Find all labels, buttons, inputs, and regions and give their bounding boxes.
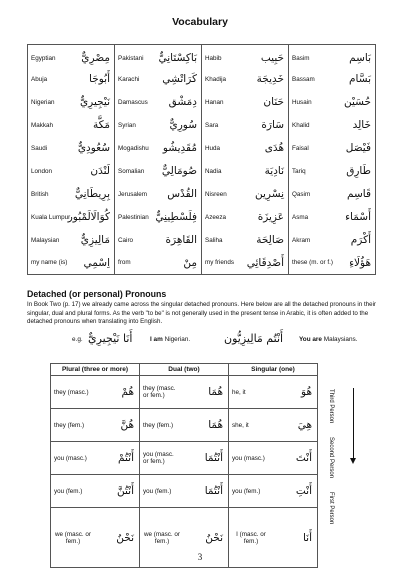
vocab-english: Akram: [289, 229, 337, 252]
vocab-arabic: كُوَالَالَمْبُور: [76, 206, 115, 229]
vocab-english: Basim: [289, 45, 337, 68]
vocab-arabic: أَسْمَاء: [337, 206, 376, 229]
vocab-arabic: هَؤُلَاءِ: [337, 252, 376, 275]
vocab-english: Sara: [202, 114, 250, 137]
pronoun-english: they (fem.): [51, 409, 96, 442]
pronoun-arabic: أَنْتُنَّ: [95, 475, 140, 508]
vocab-english: Palestinian: [115, 206, 163, 229]
vocab-english: Azeeza: [202, 206, 250, 229]
pronoun-arabic: أَنْتِ: [273, 475, 318, 508]
vocab-row: [28, 229, 376, 252]
vocab-row: [28, 252, 376, 275]
vocab-row: [28, 114, 376, 137]
example-arabic-1: أَنَا نَيْجِيرِيٌّ: [88, 332, 133, 345]
vocab-english: Husain: [289, 91, 337, 114]
vocab-arabic: اِسْمِي: [76, 252, 115, 275]
arrow-line: [353, 388, 354, 460]
vocab-arabic: لَنْدَن: [76, 160, 115, 183]
pronoun-arabic: هِيَ: [273, 409, 318, 442]
vocab-arabic: حَبِيب: [250, 45, 289, 68]
vocab-arabic: سَارَة: [250, 114, 289, 137]
pronouns-paragraph: In Book Two (p. 17) we already came across the singular detached pronouns. Here below are all the detached pronouns in their singular, dual and plural forms. As the verb "to be" is not generally used in the present tense in Arabic, it is often added to the detached pronouns when translating into English.: [27, 301, 376, 326]
vocab-arabic: دِمَشْق: [163, 91, 202, 114]
vocab-english: British: [28, 183, 76, 206]
vocab-english: Damascus: [115, 91, 163, 114]
vocab-english: Khalid: [289, 114, 337, 137]
pronoun-arabic: هُنَّ: [95, 409, 140, 442]
pronoun-arabic: أَنْتَ: [273, 442, 318, 475]
label-third-person: Third Person: [328, 389, 334, 424]
pronoun-row: [51, 475, 318, 508]
vocab-english: Egyptian: [28, 45, 76, 68]
vocab-english: Faisal: [289, 137, 337, 160]
vocab-arabic: نَيْجِيرِيٌّ: [76, 91, 115, 114]
vocab-arabic: طَارِق: [337, 160, 376, 183]
vocab-english: Saudi: [28, 137, 76, 160]
vocab-arabic: نَادِيَة: [250, 160, 289, 183]
vocab-english: Kuala Lumpur: [28, 206, 76, 229]
vocab-arabic: فَيْصَل: [337, 137, 376, 160]
vocab-english: Khadija: [202, 68, 250, 91]
label-second-person: Second Person: [328, 437, 334, 479]
label-first-person: First Person: [328, 492, 334, 525]
vocab-arabic: كَرَاتْشِي: [163, 68, 202, 91]
vocab-arabic: فِلَسْطِينِيٌّ: [163, 206, 202, 229]
pronoun-english: we (masc. or fem.): [140, 508, 185, 568]
pronoun-english: you (masc. or fem.): [140, 442, 185, 475]
pronoun-english: they (fem.): [140, 409, 185, 442]
vocab-row: [28, 68, 376, 91]
pronouns-title: Detached (or personal) Pronouns: [27, 289, 167, 299]
vocab-english: Nadia: [202, 160, 250, 183]
vocab-arabic: أَصْدِقَائِي: [250, 252, 289, 275]
vocab-english: these (m. or f.): [289, 252, 337, 275]
pronoun-arabic: هُمْ: [95, 376, 140, 409]
vocab-english: Nisreen: [202, 183, 250, 206]
vocab-english: Saliha: [202, 229, 250, 252]
pronoun-arabic: أَنَا: [273, 508, 318, 568]
pronoun-arabic: نَحْنُ: [95, 508, 140, 568]
vocab-english: Somalian: [115, 160, 163, 183]
vocab-english: Huda: [202, 137, 250, 160]
example-arabic-2: أَنْتُم مَالِيزِيُّون: [224, 332, 284, 345]
pronoun-english: he, it: [229, 376, 274, 409]
vocab-arabic: مَكَّة: [76, 114, 115, 137]
vocab-arabic: مِصْرِيٌّ: [76, 45, 115, 68]
pronoun-row: [51, 376, 318, 409]
vocab-english: Hanan: [202, 91, 250, 114]
vocab-arabic: عَزِيزَة: [250, 206, 289, 229]
pronoun-english: you (fem.): [140, 475, 185, 508]
vocab-english: Jerusalem: [115, 183, 163, 206]
pronoun-arabic: أَنْتُمَا: [184, 475, 229, 508]
vocab-english: Mogadishu: [115, 137, 163, 160]
pronouns-table: [50, 363, 318, 568]
vocab-english: Bassam: [289, 68, 337, 91]
pronoun-english: they (masc.): [51, 376, 96, 409]
vocab-english: Habib: [202, 45, 250, 68]
vocab-arabic: أَبُوجَا: [76, 68, 115, 91]
example-english-1-rest: Nigerian.: [162, 336, 191, 343]
vocab-english: Qasim: [289, 183, 337, 206]
vocab-arabic: بَسَّام: [337, 68, 376, 91]
vocab-row: [28, 160, 376, 183]
vocab-arabic: صَالِحَة: [250, 229, 289, 252]
vocab-arabic: حُسَيْن: [337, 91, 376, 114]
vocab-english: from: [115, 252, 163, 275]
vocab-english: Pakistani: [115, 45, 163, 68]
example-line: [72, 333, 372, 349]
vocab-arabic: نِسْرِين: [250, 183, 289, 206]
pronoun-arabic: نَحْنُ: [184, 508, 229, 568]
pronoun-arabic: هُمَا: [184, 409, 229, 442]
vocab-arabic: بَاسِم: [337, 45, 376, 68]
vocab-english: London: [28, 160, 76, 183]
vocab-arabic: هُدَى: [250, 137, 289, 160]
vocab-english: Tariq: [289, 160, 337, 183]
vocab-english: Cairo: [115, 229, 163, 252]
vocab-arabic: مُقَدِيشُو: [163, 137, 202, 160]
vocab-arabic: مِنْ: [163, 252, 202, 275]
vocab-english: Abuja: [28, 68, 76, 91]
example-english-2-bold: You are: [299, 336, 322, 343]
vocab-english: Makkah: [28, 114, 76, 137]
arrow-down-icon: [350, 458, 356, 464]
vocabulary-title: Vocabulary: [172, 16, 228, 28]
vocab-english: my friends: [202, 252, 250, 275]
pronoun-row: [51, 409, 318, 442]
vocab-row: [28, 206, 376, 229]
vocab-arabic: بِرِيطَانِيٌّ: [76, 183, 115, 206]
vocab-arabic: القُدْس: [163, 183, 202, 206]
vocab-arabic: قَاسِم: [337, 183, 376, 206]
pronoun-english: you (fem.): [51, 475, 96, 508]
pronoun-arabic: أَنْتُمَا: [184, 442, 229, 475]
header-dual: Dual (two): [140, 364, 229, 376]
vocab-english: Malaysian: [28, 229, 76, 252]
vocab-arabic: حَنَان: [250, 91, 289, 114]
vocab-row: [28, 137, 376, 160]
vocab-row: [28, 183, 376, 206]
vocab-row: [28, 91, 376, 114]
vocab-row: [28, 45, 376, 68]
vocab-arabic: سُورِيٌّ: [163, 114, 202, 137]
example-english-2: [299, 336, 358, 343]
pronoun-arabic: هُوَ: [273, 376, 318, 409]
pronoun-english: you (masc.): [51, 442, 96, 475]
page-number: 3: [197, 552, 203, 562]
vocab-arabic: مَالِيزِيٌّ: [76, 229, 115, 252]
vocab-arabic: أَكْرَم: [337, 229, 376, 252]
example-prefix: e.g.: [72, 336, 83, 343]
vocab-arabic: صُومَالِيٌّ: [163, 160, 202, 183]
example-english-2-rest: Malaysians.: [321, 336, 358, 343]
pronoun-english: we (masc. or fem.): [51, 508, 96, 568]
pronoun-row: [51, 442, 318, 475]
pronoun-english: you (masc.): [229, 442, 274, 475]
header-singular: Singular (one): [229, 364, 318, 376]
vocab-arabic: بَاكِسْتَانِيٌّ: [163, 45, 202, 68]
header-plural: Plural (three or more): [51, 364, 140, 376]
pronoun-english: they (masc. or fem.): [140, 376, 185, 409]
vocabulary-table: [27, 44, 376, 275]
pronoun-english: she, it: [229, 409, 274, 442]
vocab-english: Karachi: [115, 68, 163, 91]
pronoun-english: you (fem.): [229, 475, 274, 508]
vocab-english: my name (is): [28, 252, 76, 275]
vocab-english: Syrian: [115, 114, 163, 137]
pronoun-english: I (masc. or fem.): [229, 508, 274, 568]
vocab-arabic: سُعُودِيٌّ: [76, 137, 115, 160]
example-english-1: [150, 336, 190, 343]
vocab-arabic: خَالِد: [337, 114, 376, 137]
pronoun-arabic: هُمَا: [184, 376, 229, 409]
vocab-arabic: خَدِيجَة: [250, 68, 289, 91]
example-english-1-bold: I am: [150, 336, 163, 343]
pronoun-arabic: أَنْتُمْ: [95, 442, 140, 475]
vocab-arabic: القَاهِرَة: [163, 229, 202, 252]
vocab-english: Asma: [289, 206, 337, 229]
vocab-english: Nigerian: [28, 91, 76, 114]
